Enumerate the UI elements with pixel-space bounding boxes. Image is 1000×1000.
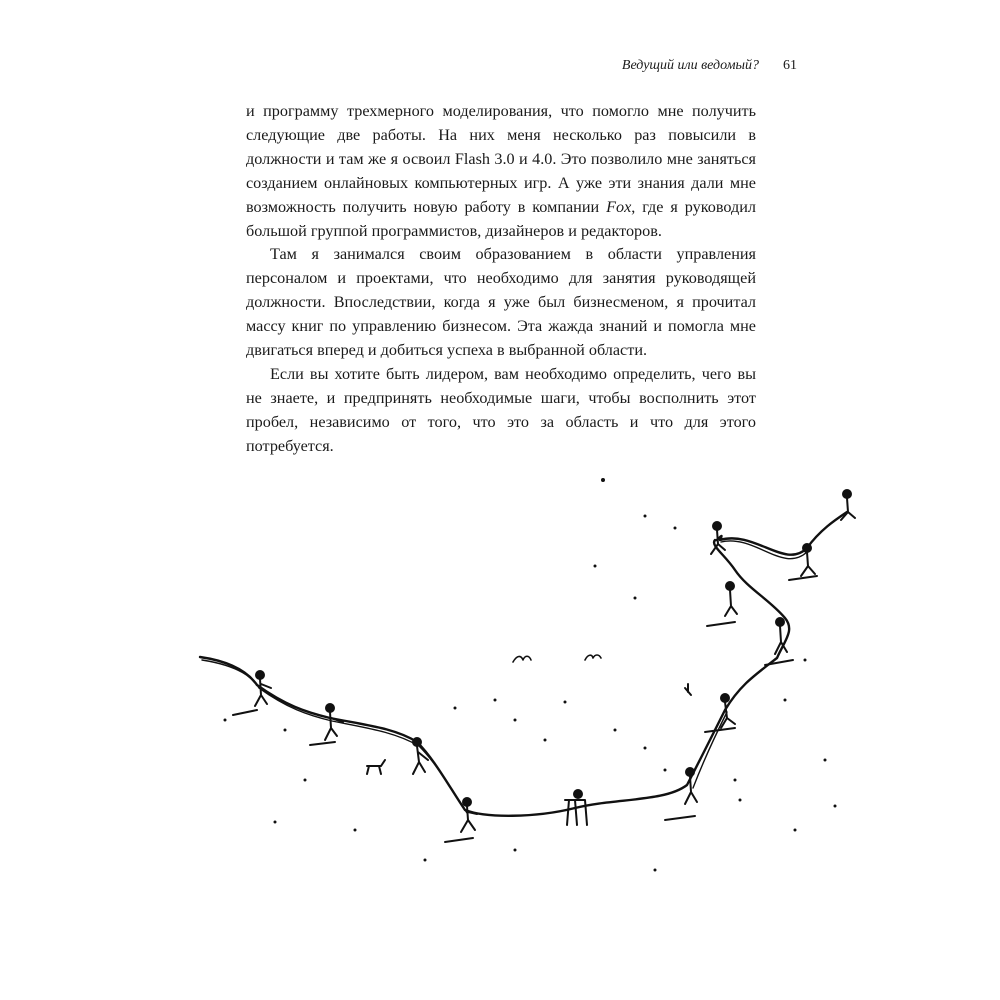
illustration-svg	[195, 470, 875, 900]
paragraph-1-end: , где я руководил большой группой программистов, дизайнеров и редакторов.	[246, 197, 756, 240]
bird-1	[513, 656, 531, 662]
paragraph-1-text: и программу трехмерного моделирования, что помогло мне получить следующие две работы. На них меня несколько раз повысили в должности и там же я освоил Flash 3.0 и 4.0. Это позволило мне заняться созданием онлайновых компьютерных игр. А уже эти знания дали мне возможность получить новую работу в компании	[246, 102, 756, 216]
climber-5	[565, 790, 587, 825]
small-figure	[685, 684, 691, 695]
climber-3	[413, 738, 428, 774]
climber-11	[789, 544, 817, 580]
paragraph-3: Если вы хотите быть лидером, вам необходимо определить, чего вы не знаете, и предпринять необходимые шаги, чтобы восполнить этот пробел, независимо от того, что это за область и что для этого потребуется.	[246, 364, 756, 455]
speckles	[224, 478, 837, 872]
rope-line	[200, 512, 847, 816]
bird-2	[585, 655, 601, 660]
running-head	[622, 58, 797, 74]
climber-9	[707, 582, 737, 626]
dog-figure	[367, 760, 385, 774]
climber-2	[310, 704, 343, 745]
paragraph-1	[246, 100, 756, 243]
paragraph-2: Там я занимался своим образованием в области управления персоналом и проектами, что необходимо для занятия руководящей должности. Впоследствии, когда я уже был бизнесменом, я прочитал массу книг по управлению бизнесом. Эта жажда знаний и помогла мне двигаться вперед и добиться успеха в выбранной области.	[246, 245, 756, 360]
rope-climbers-illustration	[195, 470, 875, 900]
rope-line-second	[202, 541, 807, 813]
page-number: 61	[783, 58, 797, 73]
company-name: Fox	[606, 197, 632, 216]
body-text	[246, 100, 756, 459]
chapter-title: Ведущий или ведомый?	[621, 58, 759, 73]
